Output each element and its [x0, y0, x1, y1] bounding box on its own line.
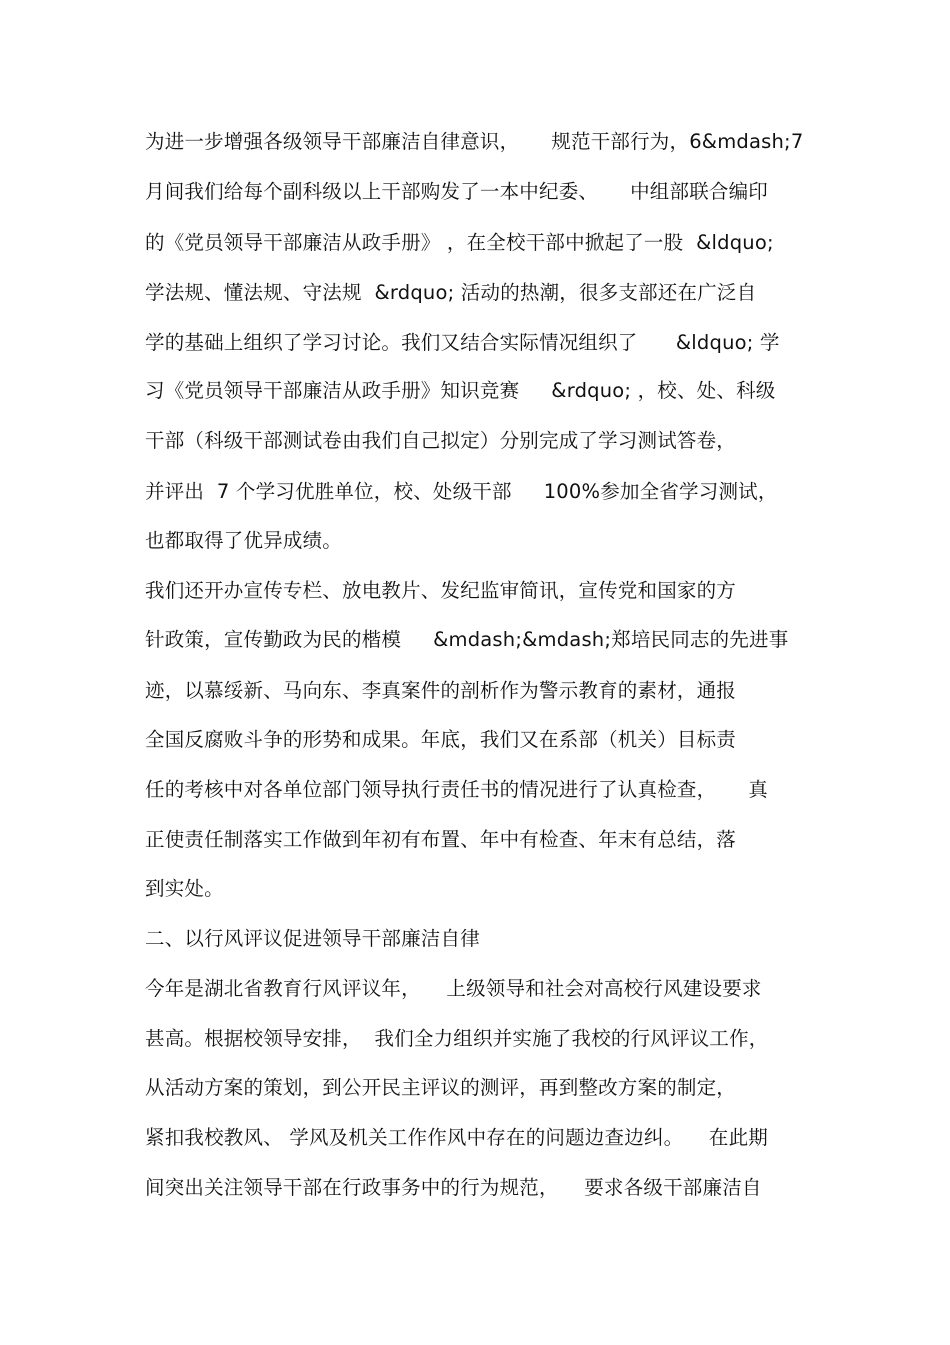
- text-line: 也都取得了优异成绩。: [145, 529, 343, 552]
- text-line: 间突出关注领导干部在行政事务中的行为规范， 要求各级干部廉洁自: [145, 1176, 762, 1199]
- text-line: 迹，以慕绥新、马向东、李真案件的剖析作为警示教育的素材，通报: [145, 679, 737, 702]
- text-line: 甚高。根据校领导安排， 我们全力组织并实施了我校的行风评议工作，: [145, 1027, 769, 1050]
- text-line: 学的基础上组织了学习讨论。我们又结合实际情况组织了 &ldquo; 学: [145, 331, 780, 354]
- text-line: 并评出 7 个学习优胜单位，校、处级干部 100%参加全省学习测试，: [145, 480, 778, 503]
- text-line: 我们还开办宣传专栏、放电教片、发纪监审简讯，宣传党和国家的方: [145, 579, 737, 602]
- text-line: 干部（科级干部测试卷由我们自己拟定）分别完成了学习测试答卷，: [145, 429, 737, 452]
- text-line: 任的考核中对各单位部门领导执行责任书的情况进行了认真检查， 真: [145, 778, 768, 801]
- text-line: 为进一步增强各级领导干部廉洁自律意识， 规范干部行为，6&mdash;7: [145, 130, 804, 153]
- text-line: 的《党员领导干部廉洁从政手册》 ，在全校干部中掀起了一股 &ldquo;: [145, 231, 774, 254]
- section-heading: 二、以行风评议促进领导干部廉洁自律: [145, 927, 480, 950]
- text-line: 正使责任制落实工作做到年初有布置、年中有检查、年末有总结，落: [145, 828, 737, 851]
- text-line: 全国反腐败斗争的形势和成果。年底，我们又在系部（机关）目标责: [145, 728, 737, 751]
- text-line: 紧扣我校教风、 学风及机关工作作风中存在的问题边查边纠。 在此期: [145, 1126, 768, 1149]
- text-line: 到实处。: [145, 877, 224, 900]
- text-line: 学法规、懂法规、守法规 &rdquo; 活动的热潮，很多支部还在广泛自: [145, 281, 757, 304]
- text-line: 从活动方案的策划，到公开民主评议的测评，再到整改方案的制定，: [145, 1076, 737, 1099]
- text-line: 月间我们给每个副科级以上干部购发了一本中纪委、 中组部联合编印: [145, 180, 768, 203]
- text-line: 今年是湖北省教育行风评议年， 上级领导和社会对高校行风建设要求: [145, 977, 762, 1000]
- text-line: 习《党员领导干部廉洁从政手册》知识竞赛 &rdquo; ，校、处、科级: [145, 379, 776, 402]
- text-line: 针政策，宣传勤政为民的楷模 &mdash;&mdash;郑培民同志的先进事: [145, 628, 789, 651]
